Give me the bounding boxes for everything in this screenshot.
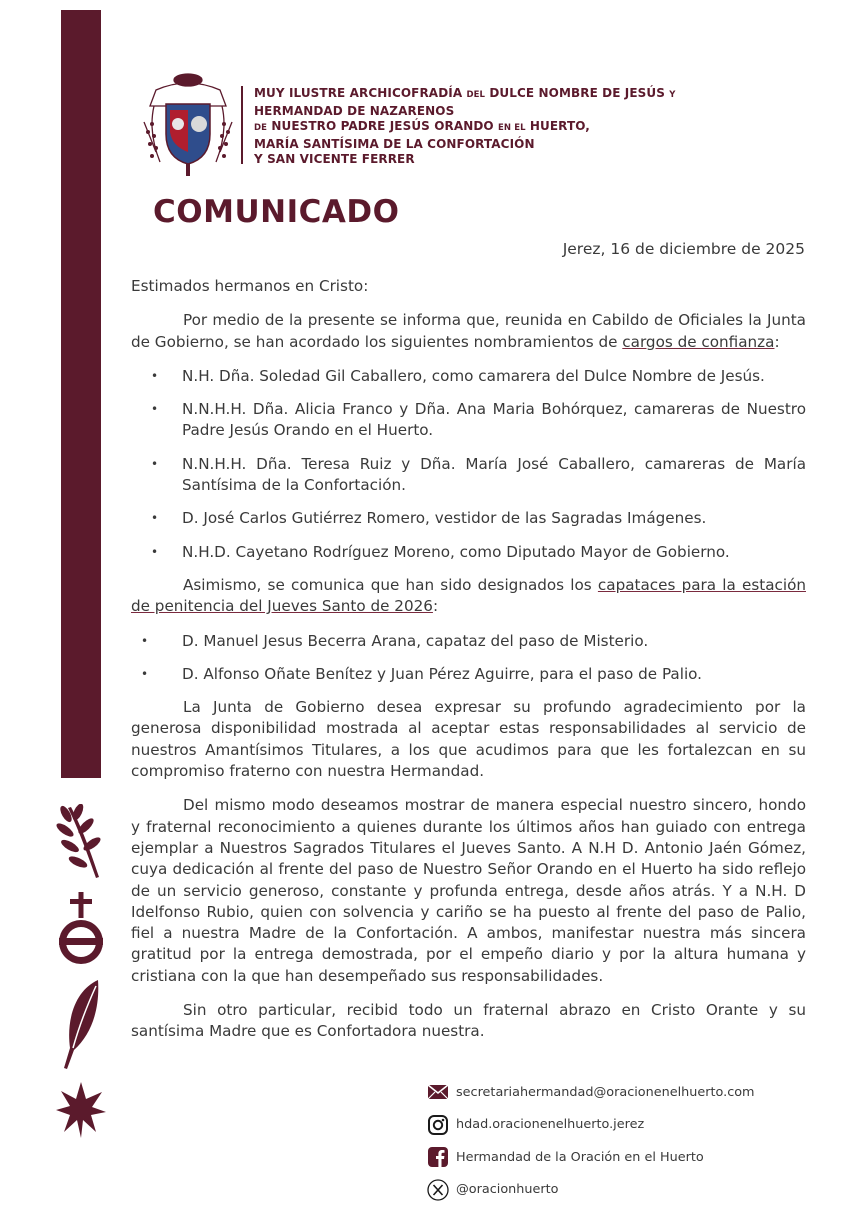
facebook-link[interactable]: Hermandad de la Oración en el Huerto	[456, 1149, 704, 1165]
org-line-3: DE NUESTRO PADRE JESÚS ORANDO EN EL HUERTO,	[254, 119, 590, 133]
contact-x[interactable]	[427, 1178, 807, 1202]
greeting: Estimados hermanos en Cristo:	[131, 277, 369, 295]
orb-cross-icon	[56, 890, 106, 970]
list-item: • D. Manuel Jesus Becerra Arana, capataz del paso de Misterio.	[131, 631, 806, 652]
org-line-5: Y SAN VICENTE FERRER	[254, 152, 415, 166]
page-title: COMUNICADO	[153, 194, 400, 230]
list-item: • D. Alfonso Oñate Benítez y Juan Pérez Aguirre, para el paso de Palio.	[131, 664, 806, 685]
x-link[interactable]: @oracionhuerto	[456, 1182, 559, 1197]
crest-divider	[241, 86, 243, 164]
branch-icon	[56, 804, 106, 884]
list-item: • D. José Carlos Gutiérrez Romero, vestidor de las Sagradas Imágenes.	[131, 508, 806, 529]
x-icon	[427, 1179, 449, 1201]
contact-block	[427, 1080, 807, 1210]
instagram-icon	[427, 1114, 449, 1136]
contact-email[interactable]	[427, 1080, 807, 1104]
appointments-list	[131, 366, 806, 563]
list-item: • N.N.H.H. Dña. Teresa Ruiz y Dña. María José Caballero, camareras de María Santísima de la Confortación.	[131, 454, 806, 497]
org-line-1: MUY ILUSTRE ARCHICOFRADÍA DEL DULCE NOMBRE DE JESÚS Y	[254, 86, 676, 100]
facebook-icon	[427, 1146, 449, 1168]
letter-date: Jerez, 16 de diciembre de 2025	[562, 240, 805, 258]
letter-body	[131, 276, 806, 1043]
paragraph-capataces: Asimismo, se comunica que han sido designados los capataces para la estación de penitencia del Jueves Santo de 2026:	[131, 575, 806, 616]
crest-icon	[138, 72, 238, 178]
mail-icon	[427, 1081, 449, 1103]
underlined-cargos: cargos de confianza	[622, 332, 775, 351]
paragraph-recognition: Del mismo modo deseamos mostrar de manera especial nuestro sincero, hondo y fraternal reconocimiento a quienes durante los últimos años han guiado con entrega ejemplar a Nuestros Sagrados Titulares el Jueves Santo. A N.H D. Antonio Jaén Gómez, cuya dedicación al frente del paso de Nuestro Señor Orando en el Huerto ha sido reflejo de un servicio generoso, constante y profunda entrega, desde años atrás. Y a N.H. D Idelfonso Rubio, quien con solvencia y cariño se ha puesto al frente del paso de Palio, fiel a nuestra Madre de la Confortación. A ambos, manifestar nuestra más sincera gratitud por la entrega demostrada, por el empeño diario y por la altura humana y cristiana con la que han desempeñado sus responsabilidades.	[131, 796, 806, 985]
sidebar-bar	[61, 10, 101, 778]
org-line-4: MARÍA SANTÍSIMA DE LA CONFORTACIÓN	[254, 136, 535, 151]
star-icon	[56, 1082, 106, 1138]
quill-icon	[56, 978, 106, 1070]
email-link[interactable]: secretariahermandad@oracionenelhuerto.com	[456, 1084, 755, 1100]
paragraph-appointments: Por medio de la presente se informa que, reunida en Cabildo de Oficiales la Junta de Gobierno, se han acordado los siguientes nombramientos de cargos de confianza:	[131, 311, 806, 351]
capataces-list	[131, 631, 806, 686]
paragraph-gratitude: La Junta de Gobierno desea expresar su profundo agradecimiento por la generosa disponibilidad mostrada al aceptar estas responsabilidades al servicio de nuestros Amantísimos Titulares, a los que acudimos para que les fortalezcan en su compromiso fraterno con nuestra Hermandad.	[131, 698, 806, 781]
contact-instagram[interactable]	[427, 1113, 807, 1137]
list-item: • N.H.D. Cayetano Rodríguez Moreno, como Diputado Mayor de Gobierno.	[131, 542, 806, 563]
org-line-2: HERMANDAD DE NAZARENOS	[254, 103, 455, 118]
paragraph-closing: Sin otro particular, recibid todo un fraternal abrazo en Cristo Orante y su santísima Madre que es Confortadora nuestra.	[131, 1001, 806, 1041]
list-item: • N.N.H.H. Dña. Alicia Franco y Dña. Ana Maria Bohórquez, camareras de Nuestro Padre Jesús Orando en el Huerto.	[131, 399, 806, 442]
list-item: • N.H. Dña. Soledad Gil Caballero, como camarera del Dulce Nombre de Jesús.	[131, 366, 806, 387]
instagram-link[interactable]: hdad.oracionenelhuerto.jerez	[456, 1117, 645, 1132]
underlined-capataces: capataces para la estación de penitencia del Jueves Santo de 2026	[131, 575, 806, 616]
organization-name	[254, 86, 684, 168]
contact-facebook[interactable]	[427, 1145, 807, 1169]
